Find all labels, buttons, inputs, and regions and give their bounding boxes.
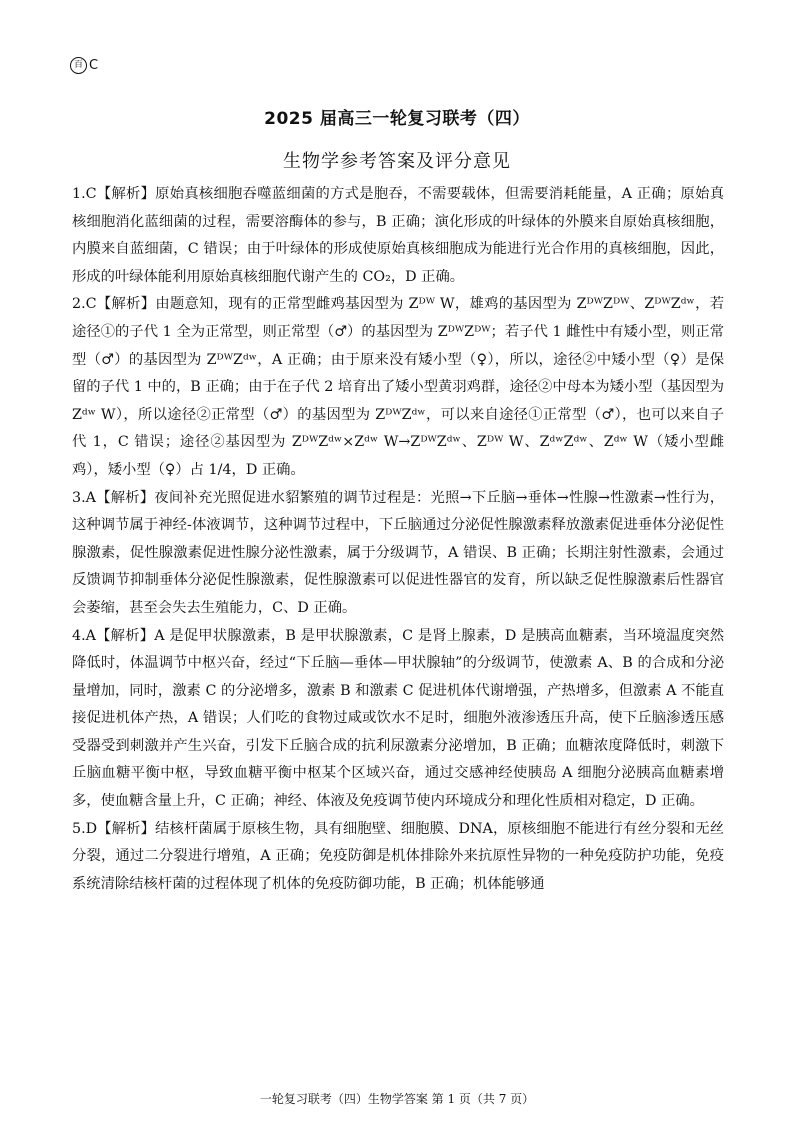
publisher-logo: [70, 57, 98, 74]
exam-title: 2025 届高三一轮复习联考（四）: [264, 109, 530, 129]
document-subtitle: 生物学参考答案及评分意见: [283, 151, 511, 172]
answer-item-5: 5.D【解析】结核杆菌属于原核生物，具有细胞壁、细胞膜、DNA，原核细胞不能进行有丝分裂和无丝分裂，通过二分裂进行增殖，A 正确；免疫防御是机体排除外来抗原性异物的一种免疫防护功能，免疫系统清除结核杆菌的过程体现了机体的免疫防御功能，B 正确；机体能够通: [72, 820, 724, 892]
answer-list: [72, 181, 724, 898]
answer-item-1: 1.C【解析】原始真核细胞吞噬蓝细菌的方式是胞吞，不需要载体，但需要消耗能量，A 正确；原始真核细胞消化蓝细菌的过程，需要溶酶体的参与，B 正确；演化形成的叶绿体的外膜来自原始真核细胞，内膜来自蓝细菌，C 错误；由于叶绿体的形成使原始真核细胞成为能进行光合作用的真核细胞，因此，形成的叶绿体能利用原始真核细胞代谢产生的 CO₂，D 正确。: [72, 186, 724, 285]
logo-letter: C: [89, 58, 99, 73]
answer-item-2: 2.C【解析】由题意知，现有的正常型雌鸡基因型为 Zᴰᵂ W，雄鸡的基因型为 ZᴰᵂZᴰᵂ、ZᴰᵂZᵈʷ，若途径①的子代 1 全为正常型，则正常型（♂）的基因型为 ZᴰᵂZᴰᵂ；若子代 1 雌性中有矮小型，则正常型（♂）的基因型为 ZᴰᵂZᵈʷ，A 正确；由于原来没有矮小型（♀），所以，途径②中矮小型（♀）是保留的子代 1 中的，B 正确；由于在子代 2 培育出了矮小型黄羽鸡群，途径②中母本为矮小型（基因型为 Zᵈʷ W），所以途径②正常型（♂）的基因型为 ZᴰᵂZᵈʷ，可以来自途径①正常型（♂），也可以来自子代 1，C 错误；途径②基因型为 ZᴰᵂZᵈʷ×Zᵈʷ W→ZᴰᵂZᵈʷ、Zᴰᵂ W、ZᵈʷZᵈʷ、Zᵈʷ W（矮小型雌鸡），矮小型（♀）占 1/4，D 正确。: [72, 296, 724, 478]
page-footer: 一轮复习联考（四）生物学答案 第 1 页（共 7 页）: [259, 1092, 535, 1106]
logo-mark: 百: [70, 57, 87, 74]
answer-item-3: 3.A【解析】夜间补充光照促进水貂繁殖的调节过程是：光照→下丘脑→垂体→性腺→性激素→性行为，这种调节属于神经-体液调节，这种调节过程中，下丘脑通过分泌促性腺激素释放激素促进垂体分泌促性腺激素，促性腺激素促进性腺分泌性激素，属于分级调节，A 错误、B 正确；长期注射性激素，会通过反馈调节抑制垂体分泌促性腺激素，促性腺激素可以促进性器官的发育，所以缺乏促性腺激素后性器官会萎缩，甚至会失去生殖能力，C、D 正确。: [72, 489, 724, 616]
answer-item-4: 4.A【解析】A 是促甲状腺激素，B 是甲状腺激素，C 是肾上腺素，D 是胰高血糖素，当环境温度突然降低时，体温调节中枢兴奋，经过“下丘脑—垂体—甲状腺轴”的分级调节，使激素 A、B 的合成和分泌量增加，同时，激素 C 的分泌增多，激素 B 和激素 C 促进机体代谢增强，产热增多，但激素 A 不能直接促进机体产热，A 错误；人们吃的食物过咸或饮水不足时，细胞外液渗透压升高，使下丘脑渗透压感受器受到刺激并产生兴奋，引发下丘脑合成的抗利尿激素分泌增加，B 正确；血糖浓度降低时，刺激下丘脑血糖平衡中枢，导致血糖平衡中枢某个区域兴奋，通过交感神经使胰岛 A 细胞分泌胰高血糖素增多，使血糖含量上升，C 正确；神经、体液及免疫调节使内环境成分和理化性质相对稳定，D 正确。: [72, 627, 724, 810]
